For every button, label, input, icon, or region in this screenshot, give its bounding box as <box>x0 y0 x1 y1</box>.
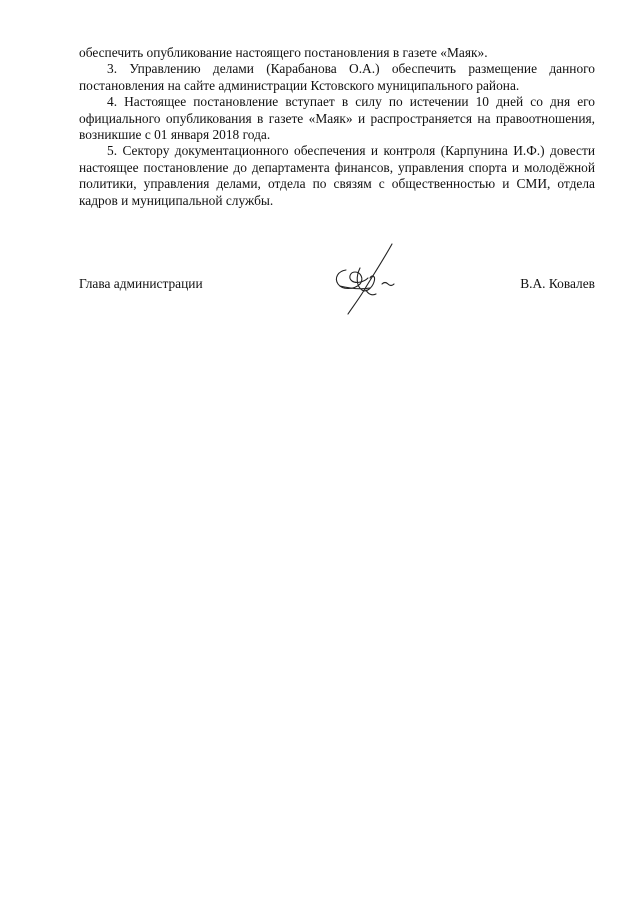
paragraph-continuation: обеспечить опубликование настоящего постановления в газете «Маяк». <box>79 45 488 60</box>
handwritten-signature-icon <box>330 240 400 316</box>
signatory-position: Глава администрации <box>79 276 203 291</box>
document-body <box>79 45 595 209</box>
paragraph-item-4: 4. Настоящее постановление вступает в силу по истечении 10 дней со дня его официального опубликования в газете «Маяк» и распространяется на правоотношения, возникшие с 01 января 2018 года. <box>79 94 595 143</box>
paragraph-item-5: 5. Сектору документационного обеспечения и контроля (Карпунина И.Ф.) довести настоящее постановление до департамента финансов, управления спорта и молодёжной политики, управления делами, отдела по связям с общественностью и СМИ, отдела кадров и муниципальной службы. <box>79 143 595 208</box>
signatory-name: В.А. Ковалев <box>520 276 595 291</box>
paragraph-item-3: 3. Управлению делами (Карабанова О.А.) обеспечить размещение данного постановления на сайте администрации Кстовского муниципального района. <box>79 61 595 93</box>
